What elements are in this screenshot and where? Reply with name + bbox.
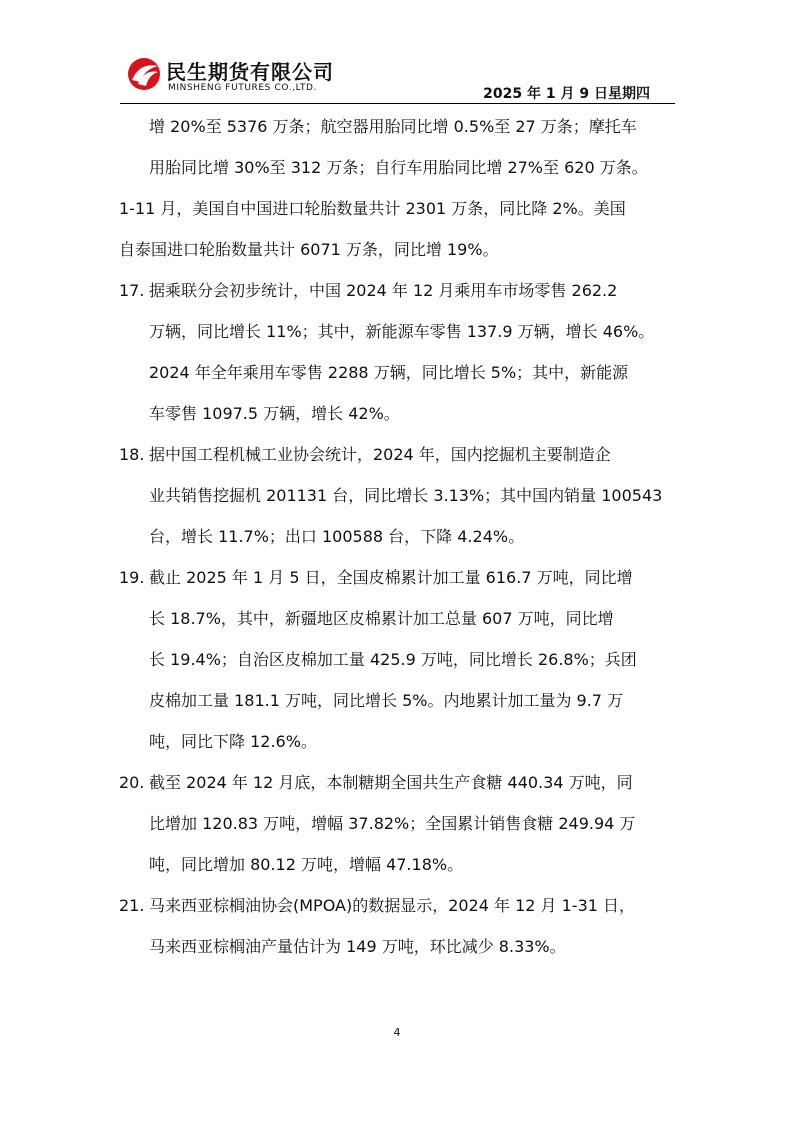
text-line: 吨，同比增加 80.12 万吨，增幅 47.18%。 (149, 855, 464, 874)
list-item-17 (0, 270, 794, 434)
text-line: 比增加 120.83 万吨，增幅 37.82%；全国累计销售食糖 249.94 万 (149, 814, 636, 833)
list-item-text (149, 885, 677, 967)
page-header (120, 52, 675, 104)
text-line: 1-11 月，美国自中国进口轮胎数量共计 2301 万条，同比降 2%。美国 (119, 199, 626, 218)
text-line: 业共销售挖掘机 201131 台，同比增长 3.13%；其中国内销量 100543 (149, 486, 663, 505)
text-line: 长 19.4%；自治区皮棉加工量 425.9 万吨，同比增长 26.8%；兵团 (149, 650, 637, 669)
text-line: 截止 2025 年 1 月 5 日，全国皮棉累计加工量 616.7 万吨，同比增 (149, 568, 633, 587)
minsheng-logo-icon (126, 56, 162, 92)
text-line: 增 20%至 5376 万条；航空器用胎同比增 0.5%至 27 万条；摩托车 (149, 117, 637, 136)
list-item-20 (0, 762, 794, 885)
list-item-text (149, 434, 677, 557)
text-line: 2024 年全年乘用车零售 2288 万辆，同比增长 5%；其中，新能源 (149, 363, 629, 382)
list-item-continuation (0, 106, 794, 270)
list-item-21 (0, 885, 794, 967)
text-line: 马来西亚棕榈油产量估计为 149 万吨，环比减少 8.33%。 (149, 937, 566, 956)
list-item-text (149, 270, 677, 434)
list-item-text (149, 762, 677, 885)
text-line: 据乘联分会初步统计，中国 2024 年 12 月乘用车市场零售 262.2 (149, 281, 618, 300)
report-date: 2025 年 1 月 9 日星期四 (483, 86, 650, 102)
text-line: 长 18.7%，其中，新疆地区皮棉累计加工总量 607 万吨，同比增 (149, 609, 614, 628)
text-line: 台，增长 11.7%；出口 100588 台，下降 4.24%。 (149, 527, 525, 546)
text-line: 车零售 1097.5 万辆，增长 42%。 (149, 404, 400, 423)
header-divider (120, 103, 675, 104)
page-number: 4 (393, 1026, 401, 1039)
document-body (0, 106, 794, 967)
list-item-number: 21. (119, 896, 145, 915)
list-item-number: 18. (119, 445, 145, 464)
list-item-text (119, 106, 677, 270)
text-line: 自泰国进口轮胎数量共计 6071 万条，同比增 19%。 (119, 240, 499, 259)
list-item-text (149, 557, 677, 762)
text-line: 用胎同比增 30%至 312 万条；自行车用胎同比增 27%至 620 万条。 (149, 158, 648, 177)
list-item-number: 20. (119, 773, 145, 792)
text-line: 马来西亚棕榈油协会(MPOA)的数据显示，2024 年 12 月 1-31 日， (149, 896, 636, 915)
list-item-number: 19. (119, 568, 145, 587)
text-line: 吨，同比下降 12.6%。 (149, 732, 317, 751)
company-name-cn: 民生期货有限公司 (166, 60, 334, 84)
text-line: 皮棉加工量 181.1 万吨，同比增长 5%。内地累计加工量为 9.7 万 (149, 691, 624, 710)
list-item-number: 17. (119, 281, 145, 300)
text-line: 万辆，同比增长 11%；其中，新能源车零售 137.9 万辆，增长 46%。 (149, 322, 655, 341)
text-line: 据中国工程机械工业协会统计，2024 年，国内挖掘机主要制造企 (149, 445, 611, 464)
company-name-en: MINSHENG FUTURES CO.,LTD. (168, 83, 318, 93)
list-item-19 (0, 557, 794, 762)
text-line: 截至 2024 年 12 月底，本制糖期全国共生产食糖 440.34 万吨，同 (149, 773, 633, 792)
list-item-18 (0, 434, 794, 557)
